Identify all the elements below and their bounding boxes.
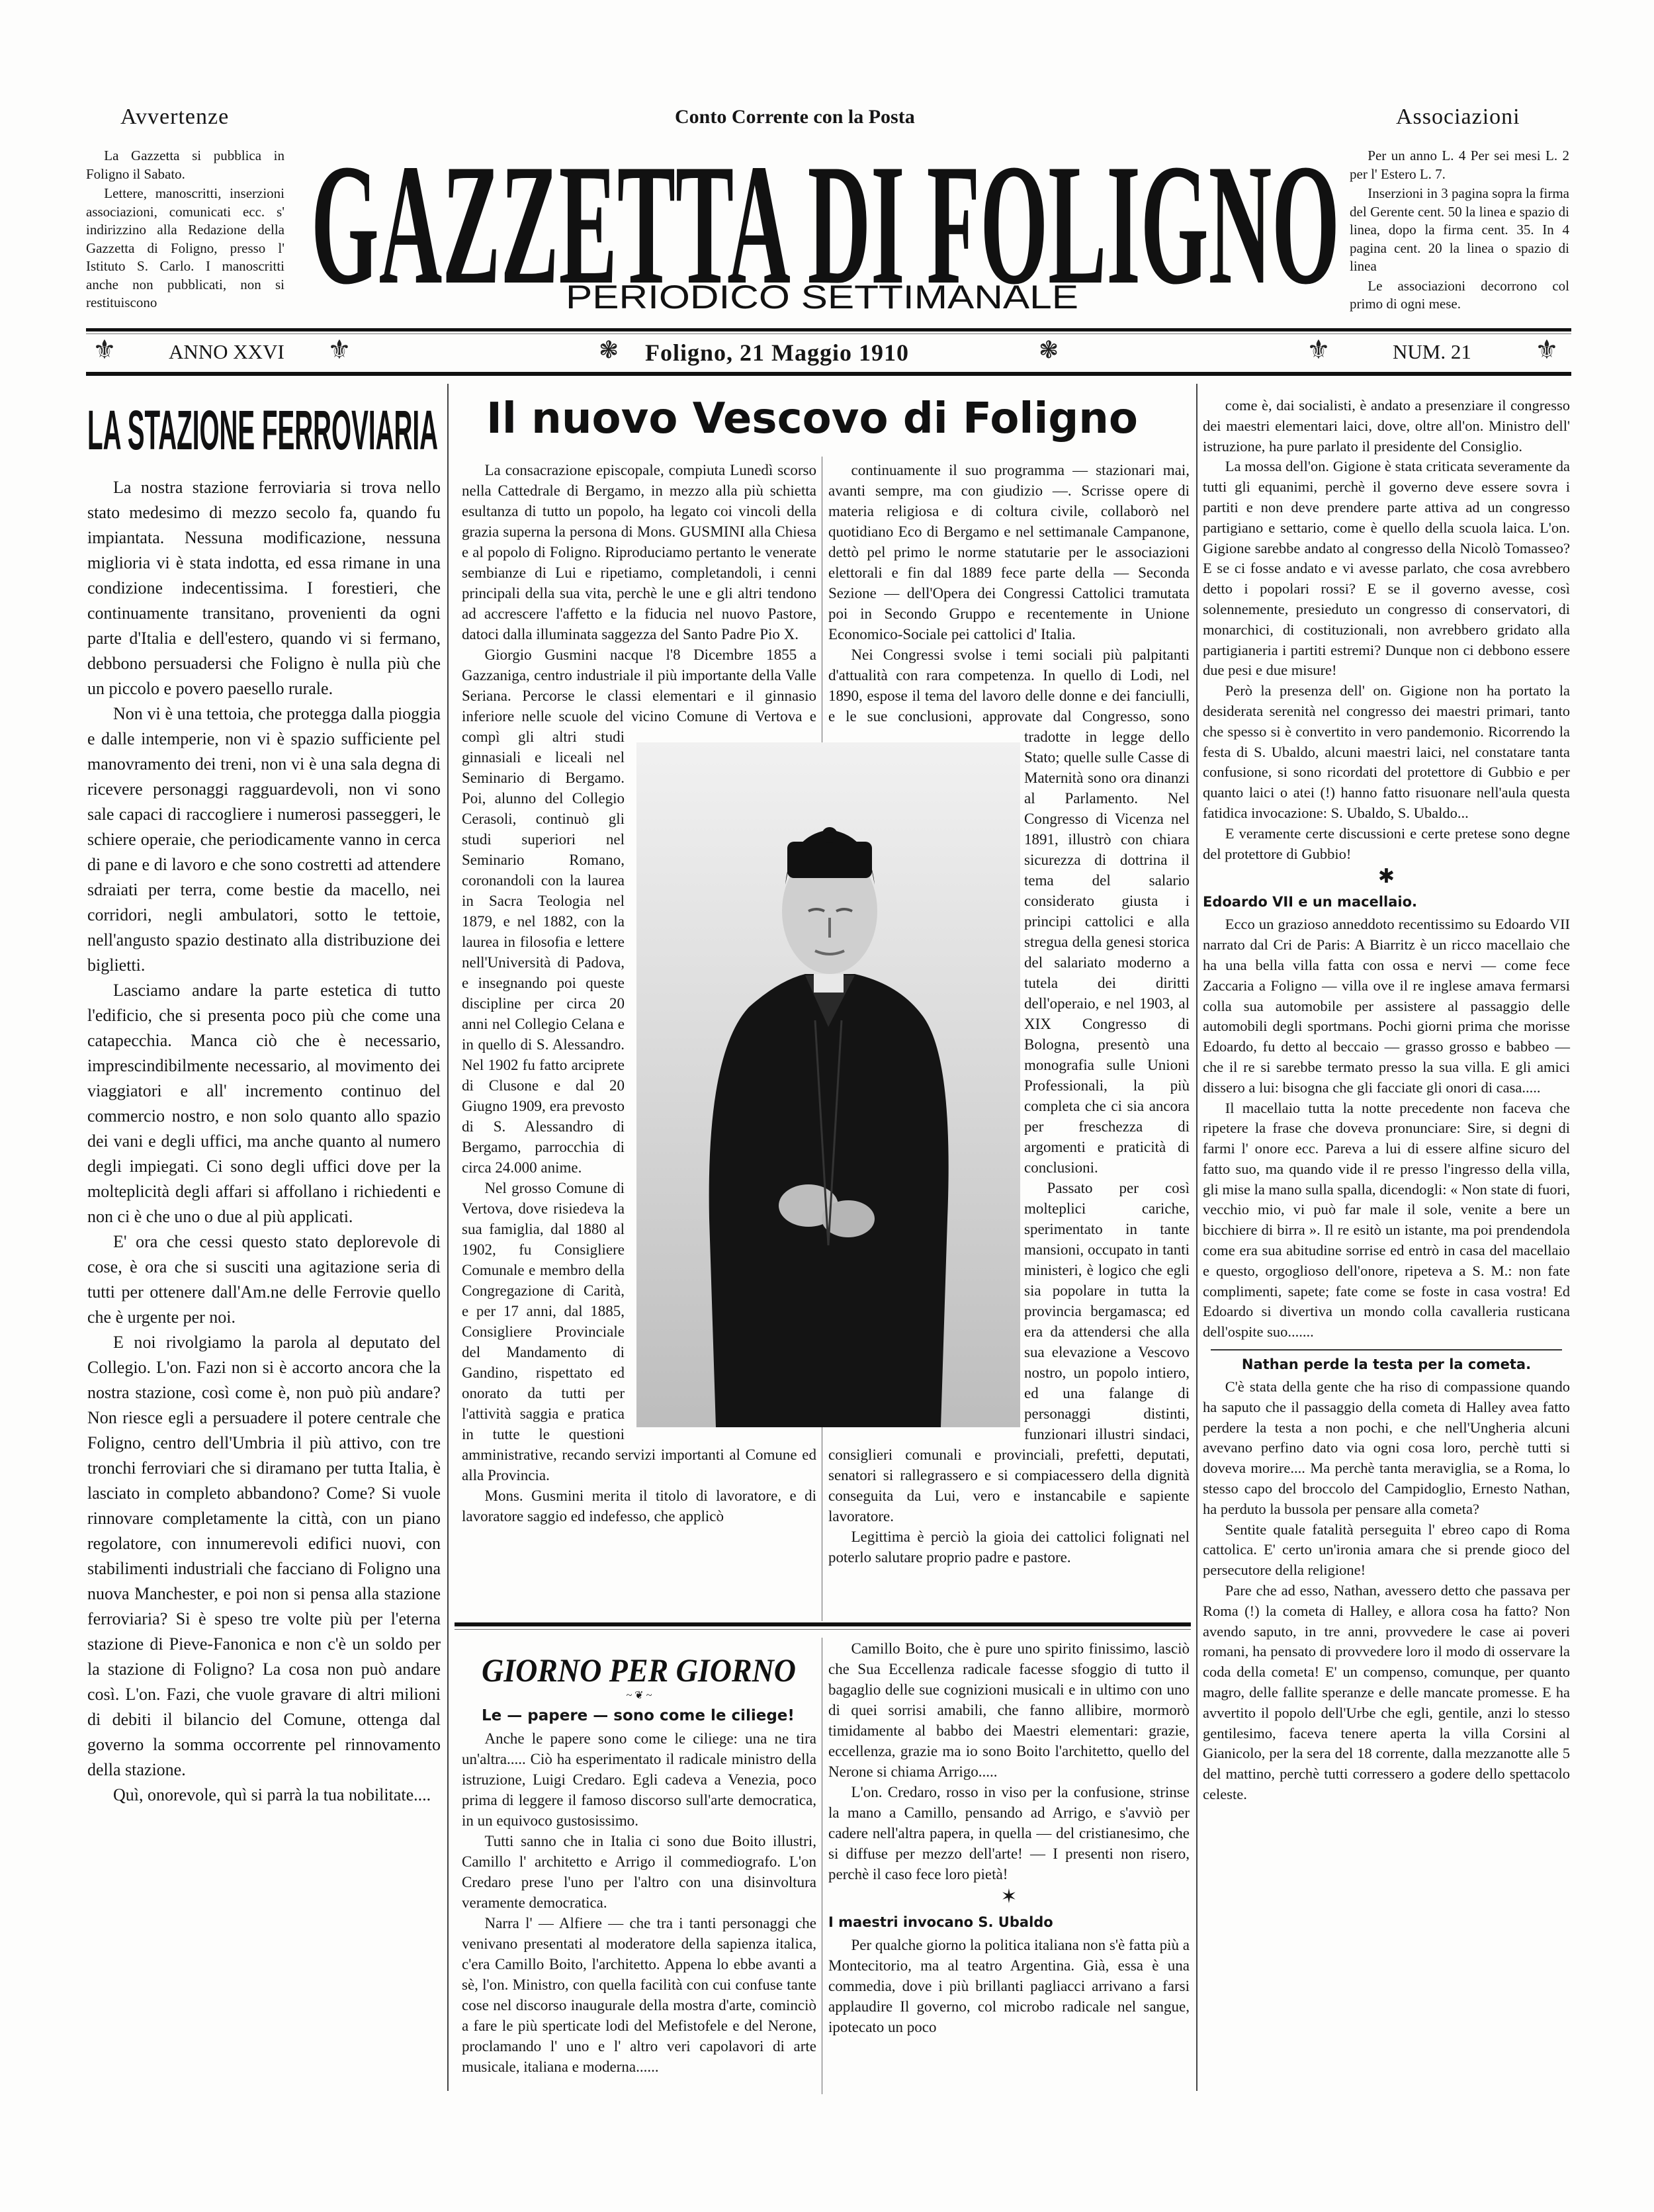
boito-text <box>828 1638 1190 1884</box>
column-divider <box>447 384 449 2091</box>
paragraph: Il macellaio tutta la notte precedente non faceva che ripetere la frase che doveva pronunciare: Sire, si degni di farmi l' onore ecc. Pareva a lui di essere alfine sicuro del fatto suo, ma quando vide il re presso l'ingresso della villa, gli mise la mano sulla spalla, dicendogli: « Non state di fuori, vecchio mio, vi può far male il sole, venite a bere un bicchiere di birra ». Il re esitò un istante, ma poi prendendola come era sua abitudine sorrise ed entrò in casa del macellaio e questo, orgoglioso dell'onore, ripeteva a S. M.: non fate complimenti, sapete; fate come se foste in casa vostra! Ed Edoardo si divertiva un mondo colla cavalleria rusticana dell'ospite suo....... <box>1203 1099 1570 1341</box>
paragraph: E' ora che cessi questo stato deplorevole di cose, è ora che si susciti una agitazione seria di tutti per ottenere dall'Am.ne delle Ferrovie quello che è urgente per noi. <box>87 1232 441 1327</box>
paragraph: come è, dai socialisti, è andato a presenziare il congresso dei maestri elementari laici, dove, oltre all'on. Ministro dell' istruzione, ha pure parlato il presidente del Consiglio. <box>1203 397 1570 455</box>
flourish-icon: ⚜ <box>93 335 116 365</box>
paragraph: La consacrazione episcopale, compiuta Lunedì scorso nella Cattedrale di Bergamo, in mezzo alla più schietta esultanza di tutto un popolo, ha legato coi vincoli della grazia superna la persona di Mons. GUSMINI alla Chiesa e al popolo di Foligno. Riproduciamo pertanto le venerate sembianze di Lui e ripetiamo, completandoli, i cenni principali della sua vita, perchè le une e gli altri tendono ad accrescere l'affetto e la fiducia nel nuovo Pastore, datoci dalla illuminata saggezza del Santo Padre Pio X. <box>462 462 816 642</box>
paragraph: E noi rivolgiamo la parola al deputato del Collegio. L'on. Fazi non si è accorto ancora che la nostra stazione, così come è, non può più andare? Non riesce egli a persuadere il potere centrale che Foligno, centro dell'Umbria il più attivo, con tre tronchi ferroviari che si diramano per tutta Italia, è lasciato in completo abbandono? Come? Si vuole rinnovare completamente la città, con un piano regolatore, con innumerevoli edifici nuovi, con stabilimenti industriali che facciano di Foligno una nuova Manchester, e poi non si pensa alla stazione ferroviaria? Si è speso tre volte più per l'eterna stazione di Pieve-Fanonica e non c'è un soldo per la stazione di Foligno? La cosa non può andare così. L'on. Fazi, che vuole gravare di altri milioni di debiti il bilancio del Comune, ottenga dal governo la somma occorrente pel rinnovamento della stazione. <box>87 1333 441 1779</box>
masthead-rule-bottom <box>86 372 1571 376</box>
paragraph: Tutti sanno che in Italia ci sono due Boito illustri, Camillo l' architetto e Arrigo il commediografo. L'on Credaro prese l'uno per l'altro con una disinvoltura veramente democratica. <box>462 1833 816 1911</box>
papere-heading: Le — papere — sono come le ciliege! <box>482 1707 795 1724</box>
papere-text <box>462 1728 816 2077</box>
associazioni-notes <box>1350 147 1569 315</box>
paragraph: Mons. Gusmini merita il titolo di lavoratore, e di lavoratore saggio ed indefesso, che applicò <box>462 1487 816 1525</box>
asterism-icon: ❃ <box>599 337 619 363</box>
nathan-heading: Nathan perde la testa per la cometa. <box>1241 1356 1532 1373</box>
masthead-rule-top-thin <box>86 333 1571 334</box>
year-label: ANNO XXVI <box>169 340 284 363</box>
paragraph: Narra l' — Alfiere — che tra i tanti personaggi che venivano presentati al moderatore della sapienza italica, c'era Camillo Boito, l'architetto. Appena lo ebbe avanti a sè, l'on. Ministro, con quella facilità con cui confuse tante cose nel discorso inaugurale della mostra d'arte, cominciò a fare le più sperticate lodi del Mefistofele e del Nerone, proclamando l' uno e l' altro veri capolavori di arte musicale, italiana e moderna...... <box>462 1915 816 2075</box>
flourish-icon: ⚜ <box>1535 335 1559 365</box>
giorno-col-left <box>462 1689 816 2077</box>
dateline: Foligno, 21 Maggio 1910 <box>645 339 909 366</box>
separator-rule <box>1211 1349 1562 1350</box>
right-column <box>1203 396 1570 1805</box>
bishop-portrait <box>636 742 1020 1427</box>
congress-text <box>1203 396 1570 864</box>
paragraph: Nei Congressi svolse i temi sociali più palpitanti d'attualità con rara competenza. In quello di Lodi, nel 1890, espose il tema del lavoro delle donne e dei fanciulli, e le sue conclusioni, approvate dal Congresso, sono tradotte in legge dello Stato; quelle sulle Casse di Maternità sono ora dinanzi al Parlamento. Nel Congresso di Vicenza nel 1891, illustrò con chiara sicurezza di dottrina il tema del salario considerato giusta i principi cattolici e alla stregua della genesi storica del salariato moderno a tutela dei diritti dell'operaio, e nel 1903, al XIX Congresso di Bologna, presentò una monografia sulle Unioni Professionali, la più completa che ci sia ancora per freschezza di argomenti e praticità di conclusioni. <box>828 646 1190 1176</box>
paragraph: Per un anno L. 4 Per sei mesi L. 2 per l' Estero L. 7. <box>1350 148 1569 182</box>
svg-text:PERIODICO SETTIMANALE: PERIODICO SETTIMANALE <box>566 279 1078 314</box>
issue-number: NUM. 21 <box>1393 340 1471 363</box>
edoardo-heading: Edoardo VII e un macellaio. <box>1203 894 1417 910</box>
paragraph: Anche le papere sono come le ciliege: una ne tira un'altra..... Ciò ha esperimentato il radicale ministro della istruzione, Luigi Credaro. Egli cadeva a Venezia, poco prima di leggere il famoso discorso sull'arte democratica, in un equivoco gustosissimo. <box>462 1730 816 1829</box>
section-rule <box>455 1622 1191 1626</box>
paragraph: Sentite quale fatalità perseguita l' ebreo capo di Roma cattolica. E' certo un'ironia amara che si prende gioco del persecutore della religione! <box>1203 1521 1570 1579</box>
giorno-section-title <box>482 1651 799 1687</box>
svg-text:Il nuovo Vescovo di Foligno: Il nuovo Vescovo di Foligno <box>486 396 1138 442</box>
nathan-text <box>1203 1377 1570 1805</box>
paragraph: Pare che ad esso, Nathan, avessero detto che passava per Roma (!) la cometa di Halley, e allora cosa ha fatto? Non avendo saputo, in tre anni, provvedere le case ai poveri romani, ha pensato di provvedere loro il modo di osservare la coda della cometa! E' un compenso, comunque, per quanto magro, delle fallite speranze e delle mancate promesse. E ha avvertito il popolo dell'Urbe che egli, gentile, anzi lo stesso gentilesimo, faceva tenere aperta la villa Corsini al Gianicolo, per la sera del 18 corrente, dalla mezzanotte alle 5 del mattino, perchè tutti corressero a godere dello spettacolo celeste. <box>1203 1582 1570 1802</box>
paragraph: Però la presenza dell' on. Gigione non ha portato la desiderata serenità nel congresso dei maestri primari, tanto che spesso si è convertito in vero pandemonio. Ricorrendo la festa di S. Ubaldo, alcuni maestri laici, nel constatare tanta confusione, si sono ricordati del protettore di Gubbio e per quanto laici o atei (!) hanno fatto risuonare nell'aula questa fatidica invocazione: S. Ubaldo, S. Ubaldo... <box>1203 682 1570 821</box>
avvertenze-notes <box>86 147 284 314</box>
svg-text:GIORNO PER GIORNO: GIORNO PER GIORNO <box>482 1652 796 1687</box>
paragraph: Lettere, manoscritti, inserzioni associazioni, comunicati ecc. s' indirizzino alla Redazione della Gazzetta di Foligno, presso l' Istituto S. Carlo. I manoscritti anche non pubblicati, non si restituiscono <box>86 185 284 310</box>
star-icon: ✶ <box>1000 1886 1018 1908</box>
paragraph: Giorgio Gusmini nacque l'8 Dicembre 1855 a Gazzaniga, centro industriale il più importante della Valle Seriana. Percorse le classi elementari e il ginnasio inferiore nelle scuole del vicino Comune di Vertova e compì gli altri studi ginnasiali e liceali nel Seminario di Bergamo. Poi, alunno del Collegio Cerasoli, continuò gli studi superiori nel Seminario Romano, coronandoli con la laurea in Sacra Teologia nel 1879, e nel 1882, con la laurea in filosofia e lettere nell'Università di Padova, e insegnando poi queste discipline per circa 20 anni nel Collegio Celana e in quello di S. Alessandro. Nel 1902 fu fatto arciprete di Clusone e dal 20 Giugno 1909, era prevosto di S. Alessandro di Bergamo, parrocchia di circa 24.000 anime. <box>462 646 816 1176</box>
masthead-rule-top <box>86 328 1571 332</box>
asterism-icon: ❃ <box>1039 337 1059 363</box>
paragraph: L'on. Credaro, rosso in viso per la confusione, strinse la mano a Camillo, pensando ad Arrigo, e s'avviò per cadere nell'altra papera, in quella — del cristianesimo, che si diffuse per mezzo dell'arte! — I presenti non risero, perchè il caso fece loro pietà! <box>828 1784 1190 1882</box>
paragraph: Passato per così molteplici cariche, sperimentato in tante mansioni, occupato in tanti ministeri, è logico che egli sia popolare in tutta la provincia bergamasca; ed era da attendersi che alla sua elevazione a Vescovo nostro, un popolo intiero, ed una falange di personaggi distinti, funzionari illustri sindaci, consiglieri comunali e provinciali, prefetti, deputati, senatori si rallegrassero e si compiacessero della dignità conseguita da Lui, vero e instancabile e sapiente lavoratore. <box>828 1180 1190 1525</box>
paragraph: Le associazioni decorrono col primo di ogni mese. <box>1350 277 1569 312</box>
avvertenze-label: Avvertenze <box>120 105 230 129</box>
column-divider <box>1196 384 1197 2091</box>
paragraph: Ecco un grazioso anneddoto recentissimo su Edoardo VII narrato dal Cri de Paris: A Biarritz è un ricco macellaio che ha una bella villa fatta con ossa e nervi — come fece Zaccaria a Foligno — villa ove il re inglese amava fermarsi colla sua automobile per assistere al passaggio delle automobili degli sportmans. Pochi giorni prima che morisse Edoardo, fu detto al beccaio — grasso grosso e babbeo — che il re si sarebbe termato presso la sua villa. E gli amici dissero a lui: bisogna che gli facciate gli onori di casa..... <box>1203 916 1570 1096</box>
title-text: GAZZETTA DI FOLIGNO <box>311 129 1340 288</box>
giorno-col-right <box>828 1638 1190 2037</box>
paragraph: Camillo Boito, che è pure uno spirito finissimo, lasciò che Sua Eccellenza radicale facesse sfoggio di tutto il bagaglio delle sue cognizioni musicali e in ultimo con uno di quei sorrisi amabili, che fanno allibire, mormorò timidamente al babbo dei Maestri elementari: grazie, eccellenza, grazie ma io sono Boito l'architetto, quello del Nerone si chiama Arrigo..... <box>828 1640 1190 1780</box>
paragraph: Non vi è una tettoia, che protegga dalla pioggia e dalle intemperie, non vi è spazio sufficiente pel manovramento dei treni, non vi è una sala degna di ricevere personaggi ragguardevoli, non vi sono sale capaci di raccogliere i numerosi passeggeri, le schiere operaie, che periodicamente vanno in cerca di pane e di lavoro e che sono costretti ad attendere sdraiati per terra, come bestie da macello, nei corridori, negli ambulatori, sotto le tettoie, nell'angusto spazio destinato alla distribuzione dei biglietti. <box>87 704 441 975</box>
postal-account-note: Conto Corrente con la Posta <box>675 106 915 128</box>
newspaper-subtitle <box>566 278 1082 314</box>
flourish-icon: ⚜ <box>327 335 351 365</box>
bishop-article-title <box>486 396 1141 442</box>
ornament-icon: ~ ❦ ~ <box>626 1690 652 1701</box>
paragraph: La Gazzetta si pubblica in Foligno il Sabato. <box>86 148 284 182</box>
section-rule-thin <box>455 1629 1191 1630</box>
svg-text:LA STAZIONE FERROVIARIA: LA STAZIONE FERROVIARIA <box>87 400 438 453</box>
paragraph: Inserzioni in 3 pagina sopra la firma del Gerente cent. 50 la linea e spazio di linea, dopo la firma cent. 35. In 4 pagina cent. 20 la linea o spazio di linea <box>1350 185 1569 274</box>
paragraph: C'è stata della gente che ha riso di compassione quando ha saputo che il passaggio della cometa di Halley avea fatto perdere la testa a non pochi, e che nell'Ungheria alcuni avevano perfino dato via ogni cosa loro, perchè tutti si doveva morire.... Ma perchè tanta meraviglia, se a Roma, lo stesso capo del broccolo del Campidoglio, Ernesto Nathan, ha perduto la bussola per pensare alla cometa? <box>1203 1378 1570 1517</box>
paragraph: Quì, onorevole, quì si parrà la tua nobilitate.... <box>113 1785 431 1804</box>
paragraph: La mossa dell'on. Gigione è stata criticata severamente da tutti gli equanimi, perchè il governo deve essere sovra i partiti e non deve prendere parte attiva ad un congresso partigiano e settario, come è quello della scuola laica. L'on. Gigione sarebbe andato al congresso della Nicolò Tomasseo? E se ci fosse andato e vi avesse parlato, che cosa avrebbero detto i popolari rossi? E se il governo avesse, così solennemente, presieduto un congresso di conservatori, di monarchici, di costituzionali, non avrebbero gridato alla partigianeria i partiti estremi? Dunque non ci debbono essere due pesi e due misure! <box>1203 458 1570 679</box>
associazioni-label: Associazioni <box>1396 105 1520 129</box>
newspaper-title <box>311 129 1343 288</box>
paragraph: Per qualche giorno la politica italiana non s'è fatta più a Montecitorio, ma al teatro Argentina. Già, essa è una commedia, dove i più brillanti pagliacci arrivano a farsi applaudire Il governo, col microbo radicale nel sangue, ipotecato un poco <box>828 1937 1190 2035</box>
paragraph: Nel grosso Comune di Vertova, dove risiedeva la sua famiglia, dal 1880 al 1902, fu Consigliere Comunale e membro della Congregazione di Carità, e per 17 anni, dal 1885, Consigliere Provinciale del Mandamento di Gandino, rispettato ed onorato da tutti per l'attività saggia e pratica in tutte le questioni amministrative, recando servizi importanti al Comune ed alla Provincia. <box>462 1180 816 1483</box>
edoardo-text <box>1203 914 1570 1343</box>
station-article-title <box>87 400 441 453</box>
flourish-icon: ⚜ <box>1307 335 1330 365</box>
paragraph: Legittima è perciò la gioia dei cattolici folignati nel poterlo salutare proprio padre e pastore. <box>828 1528 1190 1566</box>
paragraph: continuamente il suo programma — stazionari mai, avanti sempre, ma con giudizio —. Scrisse opere di materia religiosa e di coltura civile, collaborò nel quotidiano Eco di Bergamo e nel settimanale Campanone, dettò pel primo le norme statutarie per le associazioni elettorali e fin dal 1889 fece parte della — Seconda Sezione — dell'Opera dei Congressi Cattolici tramutata poi in Secondo Gruppo e recentemente in Unione Economico-Sociale pei cattolici d' Italia. <box>828 462 1190 642</box>
paragraph: Lasciamo andare la parte estetica di tutto l'edificio, che si presenta poco più che come una catapecchia. Manca ciò che è necessario, imprescindibilmente necessario, al movimento dei viaggiatori e all' incremento continuo del commercio nostro, e non solo quanto allo spazio dei vani e degli uffici, ma anche quanto al numero degli impiegati. Ci sono degli uffici dove per la molteplicità degli affari si affollano i richiedenti e non ci è che uno o due al più applicati. <box>87 981 441 1226</box>
paragraph: E veramente certe discussioni e certe pretese sono degne del protettore di Gubbio! <box>1203 824 1570 862</box>
asterisk-icon: ✱ <box>1377 865 1395 888</box>
paragraph: La nostra stazione ferroviaria si trova nello stato medesimo di mezzo secolo fa, quando fu impiantata. Nessuna modificazione, nessuna miglioria vi è stata indotta, ed essa rimane in una condizione indecentissima. I forestieri, che continuamente transitano, provenienti da ogni parte d'Italia e dell'estero, quando vi si fermano, debbono persuadersi che Foligno è nulla più che un piccolo e povero paesello rurale. <box>87 478 441 698</box>
ubaldo-heading: I maestri invocano S. Ubaldo <box>828 1914 1053 1930</box>
ubaldo-text <box>828 1935 1190 2037</box>
station-article-body <box>87 475 441 1808</box>
